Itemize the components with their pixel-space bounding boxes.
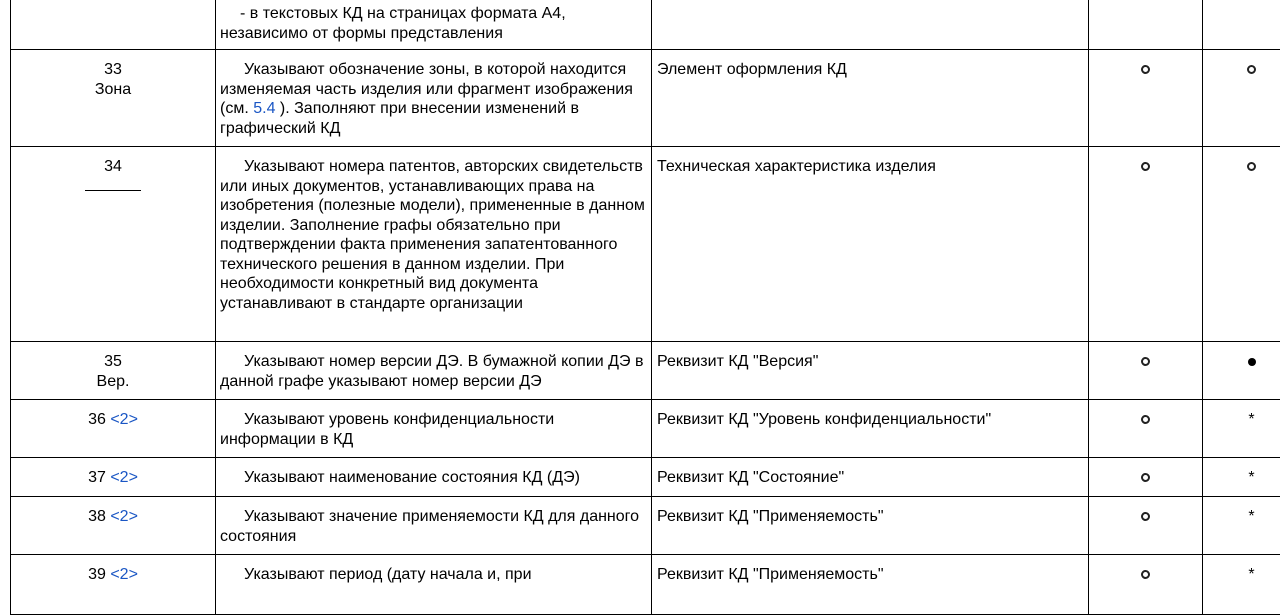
- row-number-cell: [11, 50, 216, 147]
- optional-mark: [1247, 162, 1256, 171]
- row-mark-cell: [1203, 342, 1280, 400]
- row-description-cell: [216, 147, 652, 342]
- row-element-cell: Реквизит КД "Применяемость": [652, 555, 1089, 615]
- row-description-cell: [216, 0, 652, 50]
- row-number-cell: [11, 0, 216, 50]
- row-number-cell: [11, 342, 216, 400]
- asterisk-mark: *: [1248, 566, 1254, 583]
- row-number: 35: [11, 352, 215, 372]
- row-mark-cell: [1203, 458, 1280, 497]
- row-mark-cell: [1089, 555, 1203, 615]
- mandatory-mark: [1248, 358, 1256, 366]
- row-number-cell: [11, 400, 216, 458]
- optional-mark: [1141, 512, 1150, 521]
- table-row: [11, 400, 1280, 458]
- row-number: 33: [11, 60, 215, 80]
- table-row: [11, 342, 1280, 400]
- table-row: [11, 50, 1280, 147]
- optional-mark: [1141, 65, 1150, 74]
- table-row: [11, 458, 1280, 497]
- row-number-cell: [11, 555, 216, 615]
- table-row: [11, 0, 1280, 50]
- asterisk-mark: *: [1248, 469, 1254, 486]
- row-mark-cell: [1089, 0, 1203, 50]
- row-mark-cell: [1089, 497, 1203, 555]
- row-mark-cell: [1089, 400, 1203, 458]
- description-line: - в текстовых КД на страницах формата А4,: [220, 4, 645, 24]
- description-text: Указывают обозначение зоны, в которой находится изменяемая часть изделия или фрагмент изображения (см.: [220, 61, 633, 117]
- table-row: [11, 147, 1280, 342]
- row-number: 36: [88, 411, 106, 428]
- description-text: Указывают номер версии ДЭ. В бумажной копии ДЭ в данной графе указывают номер версии ДЭ: [220, 352, 645, 391]
- row-element-cell: Элемент оформления КД: [652, 50, 1089, 147]
- row-number: 38: [88, 508, 106, 525]
- section-link[interactable]: 5.4: [253, 100, 275, 117]
- description-text: Указывают значение применяемости КД для данного состояния: [220, 507, 645, 546]
- optional-mark: [1141, 473, 1150, 482]
- row-mark-cell: [1203, 147, 1280, 342]
- empty-abbreviation-line: [85, 180, 141, 191]
- row-mark-cell: [1203, 0, 1280, 50]
- row-number-cell: [11, 147, 216, 342]
- footnote-link[interactable]: <2>: [110, 469, 138, 486]
- row-description-cell: [216, 458, 652, 497]
- row-number: 34: [11, 157, 215, 177]
- row-element-cell: Реквизит КД "Уровень конфиденциальности": [652, 400, 1089, 458]
- description-text: Указывают уровень конфиденциальности информации в КД: [220, 410, 645, 449]
- row-mark-cell: [1203, 555, 1280, 615]
- optional-mark: [1141, 415, 1150, 424]
- row-number-cell: [11, 497, 216, 555]
- description-text: Указывают период (дату начала и, при: [220, 565, 645, 585]
- row-element-cell: Реквизит КД "Состояние": [652, 458, 1089, 497]
- description-line: независимо от формы представления: [220, 24, 645, 44]
- row-mark-cell: [1089, 50, 1203, 147]
- description-text: ). Заполняют при внесении изменений в графический КД: [220, 100, 579, 137]
- footnote-link[interactable]: <2>: [110, 566, 138, 583]
- row-element-cell: Техническая характеристика изделия: [652, 147, 1089, 342]
- row-element-cell: Реквизит КД "Версия": [652, 342, 1089, 400]
- row-description-cell: [216, 555, 652, 615]
- asterisk-mark: *: [1248, 508, 1254, 525]
- optional-mark: [1141, 570, 1150, 579]
- requisites-table: [10, 0, 1280, 615]
- row-mark-cell: [1089, 147, 1203, 342]
- row-abbreviation: Вер.: [11, 372, 215, 392]
- row-description-cell: [216, 400, 652, 458]
- row-abbreviation: Зона: [11, 80, 215, 100]
- footnote-link[interactable]: <2>: [110, 411, 138, 428]
- row-element-cell: [652, 0, 1089, 50]
- table-row: [11, 555, 1280, 615]
- row-mark-cell: [1089, 342, 1203, 400]
- row-element-cell: Реквизит КД "Применяемость": [652, 497, 1089, 555]
- row-description-cell: [216, 342, 652, 400]
- asterisk-mark: *: [1248, 411, 1254, 428]
- row-number: 39: [88, 566, 106, 583]
- description-text: Указывают номера патентов, авторских свидетельств или иных документов, устанавливающих права на изобретения (полезные модели), примененные в данном изделии. Заполнение графы обязательно при подтверждении факта применения запатентованного технического решения в данном изделии. При необходимости конкретный вид документа устанавливают в стандарте организации: [220, 157, 645, 313]
- row-mark-cell: [1203, 50, 1280, 147]
- row-mark-cell: [1203, 400, 1280, 458]
- table-row: [11, 497, 1280, 555]
- optional-mark: [1247, 65, 1256, 74]
- optional-mark: [1141, 357, 1150, 366]
- footnote-link[interactable]: <2>: [110, 508, 138, 525]
- row-number: 37: [88, 469, 106, 486]
- row-description-cell: [216, 50, 652, 147]
- row-mark-cell: [1203, 497, 1280, 555]
- row-number-cell: [11, 458, 216, 497]
- row-mark-cell: [1089, 458, 1203, 497]
- optional-mark: [1141, 162, 1150, 171]
- row-description-cell: [216, 497, 652, 555]
- description-text: Указывают наименование состояния КД (ДЭ): [220, 468, 645, 488]
